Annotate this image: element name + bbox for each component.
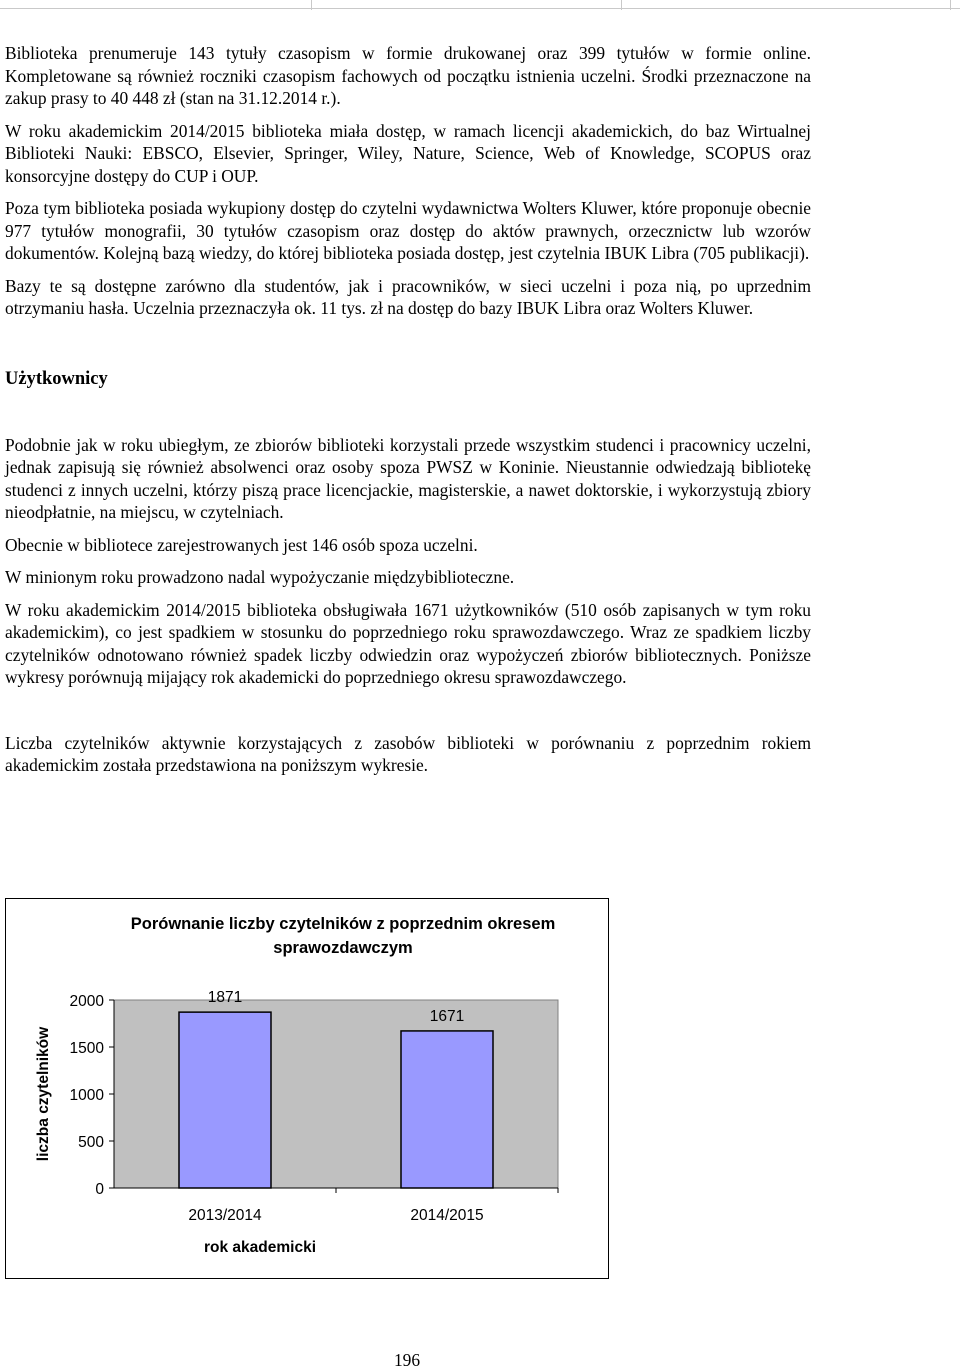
paragraph-access: Bazy te są dostępne zarówno dla studentów, jak i pracowników, w sieci uczelni i poza nią, po uprzednim otrzymaniu hasła. Uczelnia przeznaczyła ok. 11 tys. zł na dostęp do bazy IBUK Libra oraz Wolters Kluwer. [5, 275, 811, 318]
y-tick-label: 1000 [69, 1087, 104, 1104]
data-label: 1871 [207, 989, 243, 1007]
paragraph-wolters-kluwer: Poza tym biblioteka posiada wykupiony dostęp do czytelni wydawnictwa Wolters Kluwer, które proponuje obecnie 977 tytułów monografii, 30 tytułów czasopism oraz dostęp do aktów prawnych, orzecznictw lub wzorów dokumentów. Kolejną bazą wiedzy, do której biblioteka posiada dostęp, jest czytelnia IBUK Libra (705 publikacji). [5, 198, 811, 263]
header-tick [950, 0, 951, 10]
paragraph-interlibrary: W minionym roku prowadzono nadal wypożyczanie międzybiblioteczne. [5, 567, 515, 587]
paragraph-periodicals: Biblioteka prenumeruje 143 tytuły czasopism w formie drukowanej oraz 399 tytułów w formie online. Kompletowane są również roczniki czasopism fachowych od początku istnienia uczelni. Środki przeznaczone na zakup prasy to 40 448 zł (stan na 31.12.2014 r.). [5, 43, 811, 108]
paragraph-user-count: W roku akademickim 2014/2015 biblioteka obsługiwała 1671 użytkowników (510 osób zapisanych w tym roku akademickim), co jest spadkiem w stosunku do poprzedniego roku sprawozdawczego. Wraz ze spadkiem liczby czytelników odnotowano również spadek liczby odwiedzin oraz wypożyczeń zbiorów bibliotecznych. Poniższe wykresy porównują mijający rok akademicki do poprzedniego okresu sprawozdawczego. [5, 599, 811, 687]
y-axis-title: liczba czytelników [35, 1026, 52, 1162]
y-tick-label: 0 [95, 1181, 104, 1198]
paragraph-chart-intro: Liczba czytelników aktywnie korzystających z zasobów biblioteki w porównaniu z poprzednim rokiem akademickim została przedstawiona na poniższym wykresie. [5, 732, 811, 775]
y-tick-label: 500 [78, 1134, 104, 1151]
page-body [5, 42, 811, 777]
page-number: 196 [393, 1350, 421, 1370]
x-axis-title: rok akademicki [203, 1239, 317, 1256]
bar [401, 1031, 493, 1188]
header-rule [0, 8, 960, 9]
section-heading: Użytkownicy [5, 368, 108, 389]
chart-frame [5, 898, 609, 1279]
y-tick-label: 1500 [69, 1040, 104, 1057]
data-label: 1671 [429, 1007, 465, 1025]
paragraph-users: Podobnie jak w roku ubiegłym, ze zbiorów biblioteki korzystali przede wszystkim studenci i pracownicy uczelni, jednak zapisują się również absolwenci oraz osoby spoza PWSZ w Koninie. Nieustannie odwiedzają bibliotekę studenci z innych uczelni, którzy piszą prace licencjackie, magisterskie, a nawet doktorskie, i wykorzystują zbiory nieodpłatnie, na miejscu, w czytelniach. [5, 434, 811, 522]
x-category-label: 2013/2014 [188, 1207, 262, 1224]
bar [179, 1012, 271, 1188]
bar-chart [6, 899, 608, 1278]
y-tick-label: 2000 [69, 993, 104, 1010]
header-tick [311, 0, 312, 10]
paragraph-licenses: W roku akademickim 2014/2015 biblioteka miała dostęp, w ramach licencji akademickich, do baz Wirtualnej Biblioteki Nauki: EBSCO, Elsevier, Springer, Wiley, Nature, Science, Web of Knowledge, SCOPUS oraz konsorcyjne dostępy do CUP i OUP. [5, 120, 811, 186]
paragraph-external-users: Obecnie w bibliotece zarejestrowanych jest 146 osób spoza uczelni. [5, 534, 478, 555]
header-tick [621, 0, 622, 10]
chart-title-text: Porównanie liczby czytelników z poprzednim okresem sprawozdawczym [130, 915, 556, 957]
x-category-label: 2014/2015 [410, 1207, 484, 1224]
